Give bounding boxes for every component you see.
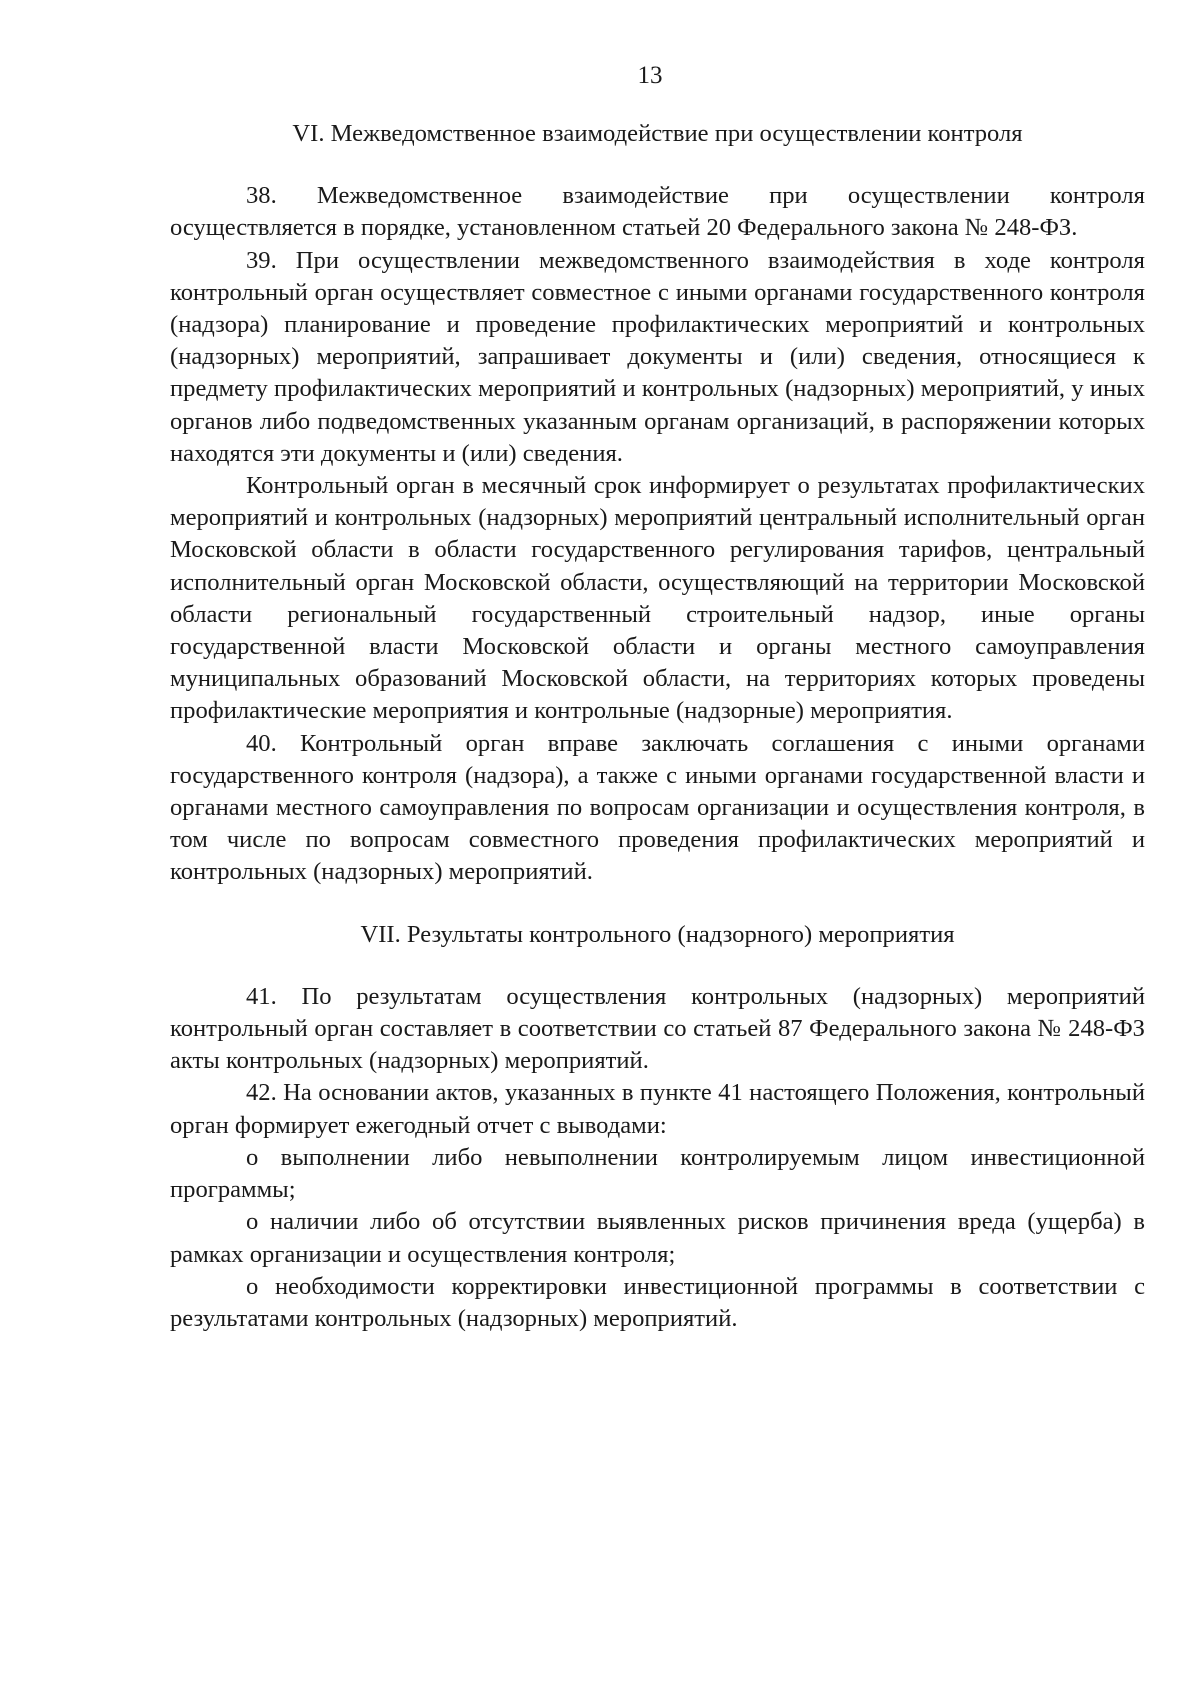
- paragraph-40: 40. Контрольный орган вправе заключать соглашения с иными органами государственного контроля (надзора), а также с иными органами государственной власти и органами местного самоуправления по вопросам организации и осуществления контроля, в том числе по вопросам совместного проведения профилактических мероприятий и контрольных (надзорных) мероприятий.: [170, 729, 1145, 886]
- document-body: [170, 118, 1145, 1335]
- page-number: 13: [637, 62, 663, 89]
- conclusion-item-program-adjustment: о необходимости корректировки инвестиционной программы в соответствии с результатами контрольных (надзорных) мероприятий.: [170, 1272, 1145, 1332]
- paragraph-38: 38. Межведомственное взаимодействие при осуществлении контроля осуществляется в порядке, установленном статьей 20 Федерального закона № 248-ФЗ.: [170, 182, 1145, 242]
- section-vi-heading: VI. Межведомственное взаимодействие при осуществлении контроля: [292, 120, 1023, 147]
- paragraph-42: 42. На основании актов, указанных в пункте 41 настоящего Положения, контрольный орган формирует ежегодный отчет с выводами:: [170, 1079, 1145, 1139]
- paragraph-39-continued: Контрольный орган в месячный срок информирует о результатах профилактических мероприятий и контрольных (надзорных) мероприятий центральный исполнительный орган Московской области в области государственного регулирования тарифов, центральный исполнительный орган Московской области, осуществляющий на территории Московской области региональный государственный строительный надзор, иные органы государственной власти Московской области и органы местного самоуправления муниципальных образований Московской области, на территориях которых проведены профилактические мероприятия и контрольные (надзорные) мероприятия.: [170, 472, 1145, 725]
- section-vii-heading: VII. Результаты контрольного (надзорного) мероприятия: [360, 920, 955, 948]
- paragraph-39: 39. При осуществлении межведомственного взаимодействия в ходе контроля контрольный орган осуществляет совместное с иными органами государственного контроля (надзора) планирование и проведение профилактических мероприятий и контрольных (надзорных) мероприятий, запрашивает документы и (или) сведения, относящиеся к предмету профилактических мероприятий и контрольных (надзорных) мероприятий, у иных органов либо подведомственных указанным органам организаций, в распоряжении которых находятся эти документы и (или) сведения.: [170, 246, 1145, 467]
- conclusion-item-risks: о наличии либо об отсутствии выявленных рисков причинения вреда (ущерба) в рамках организации и осуществления контроля;: [170, 1208, 1145, 1268]
- conclusion-item-program-execution: о выполнении либо невыполнении контролируемым лицом инвестиционной программы;: [170, 1143, 1145, 1204]
- paragraph-41: 41. По результатам осуществления контрольных (надзорных) мероприятий контрольный орган составляет в соответствии со статьей 87 Федерального закона № 248-ФЗ акты контрольных (надзорных) мероприятий.: [170, 982, 1145, 1075]
